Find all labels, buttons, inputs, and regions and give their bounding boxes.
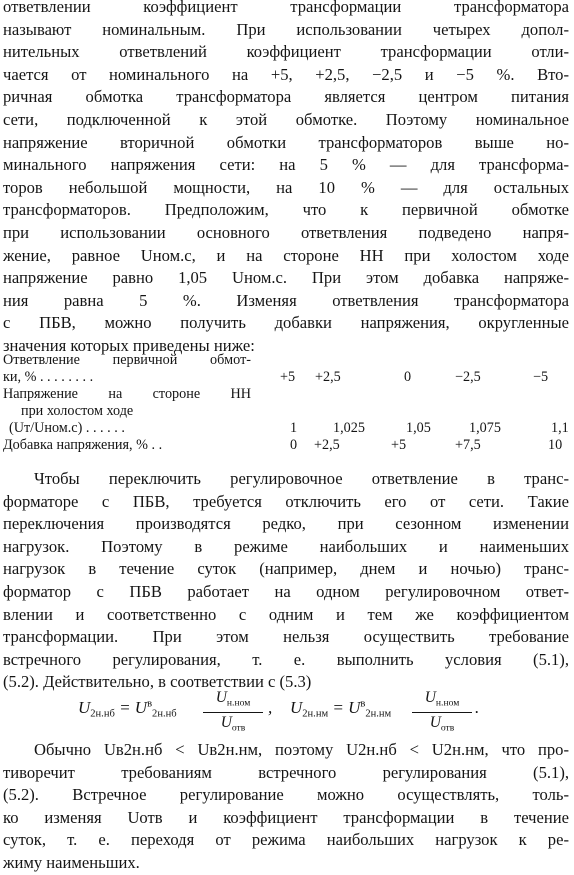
formula-lhs1: $U_{2н.нб} = U^в_{2н.нб}$: [78, 698, 177, 720]
text-line: трансформаторов. Предположим, что к первичной обмотке: [3, 200, 569, 220]
formula-period: .: [475, 698, 480, 717]
text-line: с ПБВ, можно получить добавки напряжения, округленные: [3, 313, 569, 333]
text-line: нительных ответвлений коэффициент трансформации отли-: [3, 42, 569, 62]
formula-block: [0, 688, 574, 732]
row2-label-line1: Напряжение на стороне НН: [3, 386, 251, 402]
table-cell: 0: [290, 437, 298, 453]
table-cell: 1,025: [333, 420, 365, 436]
text-line: (5.2). Действительно, в соответствии с (5.3): [3, 672, 312, 692]
paragraph-1: [3, 0, 569, 358]
text-line: называют номинальным. При использовании четырех допол-: [3, 19, 569, 39]
text-line: ко изменяя Uотв и коэффициент трансформации в течение: [3, 807, 569, 827]
table-cell: 1: [290, 420, 298, 436]
text-line: переключения производятся редко, при сезонном изменении: [3, 514, 569, 534]
text-line: (5.2). Встречное регулирование можно осуществлять, толь-: [3, 785, 569, 805]
table-cell: 10: [548, 437, 563, 453]
row2-label-line2: при холостом ходе: [21, 403, 134, 419]
text-line: жение, равное Uном.с, и на стороне НН при холостом ходе: [3, 245, 569, 265]
formula-lhs2: $U_{2н.нм} = U^в_{2н.нм}$: [290, 698, 392, 720]
formula-separator: ,: [268, 698, 273, 717]
row2-label-line3: (Uт/Uном.с) . . . . . .: [9, 420, 125, 436]
paragraph-3: [3, 739, 569, 875]
table-cell: −2,5: [455, 369, 481, 385]
text-line: чается от номинального на +5, +2,5, −2,5 и −5 %. Вто-: [3, 64, 569, 84]
text-line: встречного регулирования, т. е. выполнить условия (5.1),: [3, 649, 569, 669]
text-line: нагрузок в течение суток (например, днем и ночью) транс-: [3, 559, 569, 579]
text-line: сети, подключенной к этой обмотке. Поэтому номинальное: [3, 109, 569, 129]
table-cell: 1,1: [551, 420, 569, 436]
text-line: форматор с ПБВ работает на одном регулировочном ответ-: [3, 581, 569, 601]
text-line: жиму наименьших.: [3, 852, 140, 872]
text-line: напряжение вторичной обмотки трансформаторов выше но-: [3, 132, 569, 152]
row3-label: Добавка напряжения, % . .: [3, 437, 163, 453]
text-line: торов небольшой мощности, на 10 % — для остальных: [3, 177, 569, 197]
text-line: ричная обмотка трансформатора является центром питания: [3, 87, 569, 107]
text-line: ния равна 5 %. Изменяя ответвления трансформатора: [3, 290, 569, 310]
table-cell: +7,5: [455, 437, 481, 453]
text-line: форматоре с ПБВ, требуется отключить его от сети. Такие: [3, 491, 569, 511]
text-line: трансформации. При этом нельзя осуществить требование: [3, 627, 569, 647]
row1-label-line2: ки, % . . . . . . . .: [3, 369, 94, 385]
text-line: суток, т. е. переходя от режима наибольших нагрузок к ре-: [3, 830, 569, 850]
text-line: при использовании основного ответвления подведено напря-: [3, 222, 569, 242]
table-cell: 1,05: [406, 420, 431, 436]
paragraph-2: [3, 468, 569, 694]
text-line: Чтобы переключить регулировочное ответвление в транс-: [34, 469, 569, 488]
text-line: минального напряжения сети: на 5 % — для трансформа-: [3, 155, 569, 175]
text-line: тиворечит требованиям встречного регулирования (5.1),: [3, 762, 569, 782]
formula-fraction-1: $U_{н.ном}$ $U_{отв}$: [203, 688, 263, 739]
text-line: нагрузок. Поэтому в режиме наибольших и наименьших: [3, 536, 569, 556]
table-cell: +2,5: [315, 369, 341, 385]
table-cell: +2,5: [314, 437, 340, 453]
text-line: Обычно Uв2н.нб < Uв2н.нм, поэтому U2н.нб < U2н.нм, что про-: [34, 740, 569, 759]
table-cell: +5: [280, 369, 296, 385]
text-line: значения которых приведены ниже:: [3, 335, 255, 355]
text-line: ответвлении коэффициент трансформации трансформатора: [3, 0, 569, 16]
table-cell: 1,075: [469, 420, 501, 436]
table-cell: −5: [533, 369, 549, 385]
text-line: влении и соответственно с одним и тем же коэффициентом: [3, 604, 569, 624]
table-cell: +5: [391, 437, 407, 453]
table-cell: 0: [404, 369, 412, 385]
formula-fraction-2: $U_{н.ном}$ $U_{отв}$: [412, 688, 472, 739]
row1-label-line1: Ответвление первичной обмот-: [3, 352, 251, 368]
text-line: напряжение равно 1,05 Uном.с. При этом добавка напряже-: [3, 268, 569, 288]
